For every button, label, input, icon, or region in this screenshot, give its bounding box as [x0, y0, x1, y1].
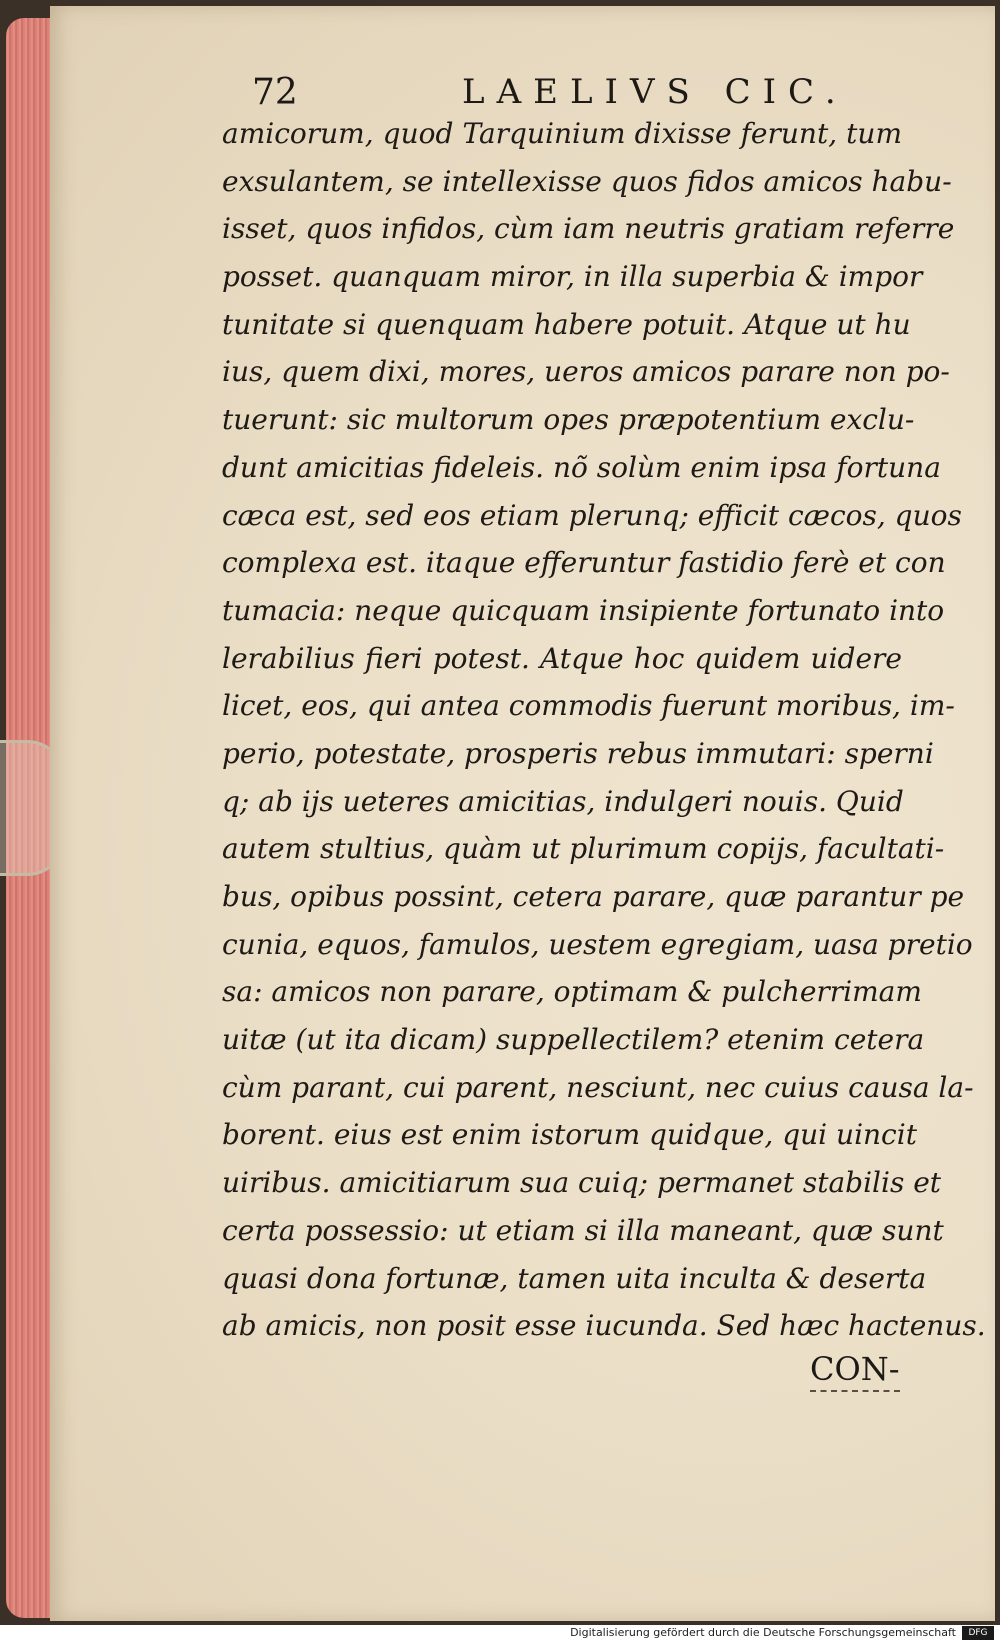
text-line: complexa est. itaque efferuntur fastidio ferè et con: [222, 546, 946, 580]
body-text: [222, 110, 986, 1350]
text-line: isset, quos infidos, cùm iam neutris gratiam referre: [222, 212, 955, 246]
text-line: q; ab ijs ueteres amicitias, indulgeri nouis. Quid: [222, 784, 904, 818]
text-line: sa: amicos non parare, optimam & pulcherrimam: [222, 975, 922, 1009]
text-line: posset. quanquam miror, in illa superbia & impor: [222, 260, 923, 294]
text-line: perio, potestate, prosperis rebus immutari: sperni: [222, 736, 934, 770]
text-line: cunia, equos, famulos, uestem egregiam, uasa pretio: [222, 927, 973, 961]
funding-credit: Digitalisierung gefördert durch die Deutsche Forschungsgemeinschaft: [570, 1626, 956, 1639]
text-line: lerabilius fieri potest. Atque hoc quidem uidere: [222, 641, 902, 675]
text-line: autem stultius, quàm ut plurimum copijs, facultati-: [222, 832, 945, 866]
text-line: cæca est, sed eos etiam plerunq; efficit cæcos, quos: [222, 498, 962, 532]
page-number: 72: [252, 72, 298, 113]
running-head: LAELIVS CIC.: [462, 72, 848, 112]
text-line: dunt amicitias fideleis. nõ solùm enim ipsa fortuna: [222, 450, 941, 484]
text-line: tunitate si quenquam habere potuit. Atque ut hu: [222, 307, 911, 341]
footer-bar: [0, 1625, 1000, 1642]
text-line: ius, quem dixi, mores, ueros amicos parare non po-: [222, 355, 950, 389]
dfg-logo: DFG: [962, 1626, 994, 1640]
text-line: tumacia: neque quicquam insipiente fortunato into: [222, 593, 945, 627]
text-line: uiribus. amicitiarum sua cuiq; permanet stabilis et: [222, 1166, 942, 1200]
text-line: certa possessio: ut etiam si illa maneant, quæ sunt: [222, 1213, 944, 1247]
text-line: borent. eius est enim istorum quidque, qui uincit: [222, 1118, 917, 1152]
text-line: licet, eos, qui antea commodis fuerunt moribus, im-: [222, 689, 955, 723]
text-line: uitæ (ut ita dicam) suppellectilem? etenim cetera: [222, 1023, 925, 1057]
text-line: quasi dona fortunæ, tamen uita inculta & deserta: [222, 1261, 927, 1295]
text-line: bus, opibus possint, cetera parare, quæ parantur pe: [222, 880, 965, 913]
catchword: CON-: [810, 1350, 900, 1392]
text-line: tuerunt: sic multorum opes præpotentium exclu-: [222, 403, 915, 437]
text-line: exsulantem, se intellexisse quos fidos amicos habu-: [222, 164, 952, 198]
text-line: ab amicis, non posit esse iucunda. Sed hæc hactenus.: [222, 1309, 986, 1343]
text-line: cùm parant, cui parent, nesciunt, nec cuius causa la-: [222, 1070, 974, 1104]
text-line: amicorum, quod Tarquinium dixisse ferunt, tum: [222, 117, 902, 150]
